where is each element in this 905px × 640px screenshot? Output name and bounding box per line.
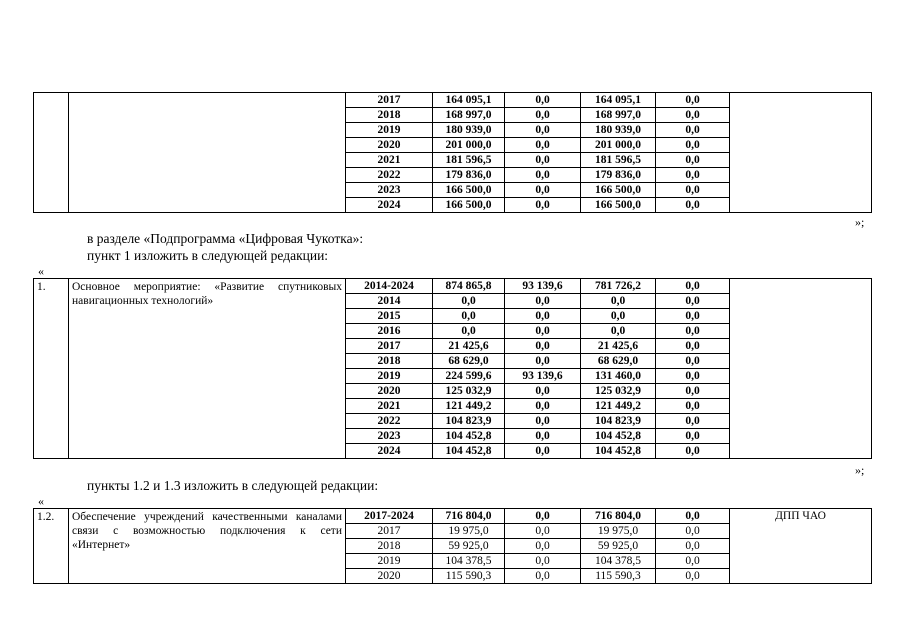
period-cell: 2017 bbox=[346, 524, 433, 539]
other-sources-cell: 0,0 bbox=[656, 183, 730, 198]
other-sources-cell: 0,0 bbox=[656, 279, 730, 294]
federal-budget-cell: 0,0 bbox=[505, 183, 581, 198]
period-cell: 2021 bbox=[346, 153, 433, 168]
federal-budget-cell: 0,0 bbox=[505, 554, 581, 569]
opening-quote: « bbox=[38, 494, 44, 508]
other-sources-cell: 0,0 bbox=[656, 384, 730, 399]
total-cell: 19 975,0 bbox=[433, 524, 505, 539]
executor-cell bbox=[730, 123, 872, 138]
total-cell: 0,0 bbox=[433, 294, 505, 309]
other-sources-cell: 0,0 bbox=[656, 524, 730, 539]
executor-cell bbox=[730, 324, 872, 339]
other-sources-cell: 0,0 bbox=[656, 168, 730, 183]
other-sources-cell: 0,0 bbox=[656, 309, 730, 324]
period-cell: 2020 bbox=[346, 569, 433, 584]
federal-budget-cell: 0,0 bbox=[505, 93, 581, 108]
total-cell: 179 836,0 bbox=[433, 168, 505, 183]
total-cell: 224 599,6 bbox=[433, 369, 505, 384]
period-cell: 2023 bbox=[346, 429, 433, 444]
district-budget-cell: 180 939,0 bbox=[581, 123, 656, 138]
total-cell: 104 378,5 bbox=[433, 554, 505, 569]
executor-cell bbox=[730, 168, 872, 183]
district-budget-cell: 19 975,0 bbox=[581, 524, 656, 539]
executor-cell bbox=[730, 93, 872, 108]
total-cell: 201 000,0 bbox=[433, 138, 505, 153]
total-cell: 104 823,9 bbox=[433, 414, 505, 429]
period-cell: 2024 bbox=[346, 444, 433, 459]
federal-budget-cell: 93 139,6 bbox=[505, 369, 581, 384]
executor-cell bbox=[730, 183, 872, 198]
section-heading-line: в разделе «Подпрограмма «Цифровая Чукотка»: bbox=[87, 231, 364, 246]
period-cell: 2019 bbox=[346, 123, 433, 138]
table-row bbox=[34, 509, 872, 524]
executor-cell bbox=[730, 153, 872, 168]
federal-budget-cell: 0,0 bbox=[505, 294, 581, 309]
other-sources-cell: 0,0 bbox=[656, 324, 730, 339]
period-cell: 2020 bbox=[346, 138, 433, 153]
total-cell: 716 804,0 bbox=[433, 509, 505, 524]
district-budget-cell: 104 823,9 bbox=[581, 414, 656, 429]
executor-cell bbox=[730, 414, 872, 429]
executor-cell bbox=[730, 279, 872, 294]
total-cell: 0,0 bbox=[433, 309, 505, 324]
federal-budget-cell: 0,0 bbox=[505, 153, 581, 168]
total-cell: 168 997,0 bbox=[433, 108, 505, 123]
period-cell: 2022 bbox=[346, 414, 433, 429]
activity-description: Обеспечение учреждений качественными каналами связи с возможностью подключения к сети «Интернет» bbox=[69, 509, 346, 584]
period-cell: 2017 bbox=[346, 339, 433, 354]
total-cell: 0,0 bbox=[433, 324, 505, 339]
other-sources-cell: 0,0 bbox=[656, 354, 730, 369]
executor-cell bbox=[730, 399, 872, 414]
closing-quote: »; bbox=[855, 215, 865, 229]
federal-budget-cell: 0,0 bbox=[505, 324, 581, 339]
district-budget-cell: 166 500,0 bbox=[581, 198, 656, 213]
federal-budget-cell: 93 139,6 bbox=[505, 279, 581, 294]
other-sources-cell: 0,0 bbox=[656, 554, 730, 569]
federal-budget-cell: 0,0 bbox=[505, 354, 581, 369]
federal-budget-cell: 0,0 bbox=[505, 414, 581, 429]
executor-cell bbox=[730, 138, 872, 153]
executor-cell bbox=[730, 294, 872, 309]
period-cell: 2019 bbox=[346, 369, 433, 384]
district-budget-cell: 0,0 bbox=[581, 294, 656, 309]
budget-table-main-activity bbox=[33, 278, 872, 459]
district-budget-cell: 68 629,0 bbox=[581, 354, 656, 369]
district-budget-cell: 59 925,0 bbox=[581, 539, 656, 554]
budget-table-item-1-2 bbox=[33, 508, 872, 584]
closing-quote: »; bbox=[855, 463, 865, 477]
executor-cell bbox=[730, 339, 872, 354]
federal-budget-cell: 0,0 bbox=[505, 138, 581, 153]
district-budget-cell: 181 596,5 bbox=[581, 153, 656, 168]
executor-cell: ДПП ЧАО bbox=[730, 509, 872, 524]
federal-budget-cell: 0,0 bbox=[505, 399, 581, 414]
federal-budget-cell: 0,0 bbox=[505, 539, 581, 554]
executor-cell bbox=[730, 384, 872, 399]
executor-cell bbox=[730, 354, 872, 369]
instruction-line: пункты 1.2 и 1.3 изложить в следующей редакции: bbox=[87, 478, 379, 493]
total-cell: 166 500,0 bbox=[433, 198, 505, 213]
total-cell: 21 425,6 bbox=[433, 339, 505, 354]
district-budget-cell: 166 500,0 bbox=[581, 183, 656, 198]
period-cell: 2018 bbox=[346, 354, 433, 369]
total-cell: 125 032,9 bbox=[433, 384, 505, 399]
total-cell: 115 590,3 bbox=[433, 569, 505, 584]
total-cell: 104 452,8 bbox=[433, 429, 505, 444]
period-cell: 2020 bbox=[346, 384, 433, 399]
total-cell: 180 939,0 bbox=[433, 123, 505, 138]
other-sources-cell: 0,0 bbox=[656, 539, 730, 554]
table-row bbox=[34, 93, 872, 108]
period-cell: 2023 bbox=[346, 183, 433, 198]
executor-cell bbox=[730, 569, 872, 584]
federal-budget-cell: 0,0 bbox=[505, 108, 581, 123]
total-cell: 181 596,5 bbox=[433, 153, 505, 168]
district-budget-cell: 131 460,0 bbox=[581, 369, 656, 384]
total-cell: 874 865,8 bbox=[433, 279, 505, 294]
district-budget-cell: 0,0 bbox=[581, 324, 656, 339]
period-cell: 2018 bbox=[346, 539, 433, 554]
period-cell: 2015 bbox=[346, 309, 433, 324]
district-budget-cell: 104 452,8 bbox=[581, 429, 656, 444]
federal-budget-cell: 0,0 bbox=[505, 384, 581, 399]
other-sources-cell: 0,0 bbox=[656, 93, 730, 108]
period-cell: 2019 bbox=[346, 554, 433, 569]
total-cell: 121 449,2 bbox=[433, 399, 505, 414]
other-sources-cell: 0,0 bbox=[656, 339, 730, 354]
other-sources-cell: 0,0 bbox=[656, 444, 730, 459]
period-cell: 2021 bbox=[346, 399, 433, 414]
other-sources-cell: 0,0 bbox=[656, 429, 730, 444]
total-cell: 166 500,0 bbox=[433, 183, 505, 198]
activity-description: Основное мероприятие: «Развитие спутниковых навигационных технологий» bbox=[69, 279, 346, 459]
federal-budget-cell: 0,0 bbox=[505, 339, 581, 354]
other-sources-cell: 0,0 bbox=[656, 509, 730, 524]
executor-cell bbox=[730, 429, 872, 444]
federal-budget-cell: 0,0 bbox=[505, 569, 581, 584]
district-budget-cell: 201 000,0 bbox=[581, 138, 656, 153]
executor-cell bbox=[730, 554, 872, 569]
row-number: 1. bbox=[34, 279, 69, 459]
instruction-line: пункт 1 изложить в следующей редакции: bbox=[87, 248, 329, 263]
district-budget-cell: 716 804,0 bbox=[581, 509, 656, 524]
executor-cell bbox=[730, 369, 872, 384]
federal-budget-cell: 0,0 bbox=[505, 309, 581, 324]
federal-budget-cell: 0,0 bbox=[505, 198, 581, 213]
other-sources-cell: 0,0 bbox=[656, 569, 730, 584]
total-cell: 104 452,8 bbox=[433, 444, 505, 459]
district-budget-cell: 121 449,2 bbox=[581, 399, 656, 414]
period-cell: 2017 bbox=[346, 93, 433, 108]
other-sources-cell: 0,0 bbox=[656, 294, 730, 309]
district-budget-cell: 781 726,2 bbox=[581, 279, 656, 294]
district-budget-cell: 21 425,6 bbox=[581, 339, 656, 354]
other-sources-cell: 0,0 bbox=[656, 369, 730, 384]
federal-budget-cell: 0,0 bbox=[505, 444, 581, 459]
row-number: 1.2. bbox=[34, 509, 69, 584]
period-cell: 2017-2024 bbox=[346, 509, 433, 524]
executor-cell bbox=[730, 444, 872, 459]
other-sources-cell: 0,0 bbox=[656, 138, 730, 153]
activity-description bbox=[69, 93, 346, 213]
district-budget-cell: 104 452,8 bbox=[581, 444, 656, 459]
total-cell: 59 925,0 bbox=[433, 539, 505, 554]
other-sources-cell: 0,0 bbox=[656, 399, 730, 414]
period-cell: 2014 bbox=[346, 294, 433, 309]
other-sources-cell: 0,0 bbox=[656, 108, 730, 123]
period-cell: 2018 bbox=[346, 108, 433, 123]
row-number bbox=[34, 93, 69, 213]
federal-budget-cell: 0,0 bbox=[505, 123, 581, 138]
total-cell: 68 629,0 bbox=[433, 354, 505, 369]
executor-cell bbox=[730, 198, 872, 213]
district-budget-cell: 104 378,5 bbox=[581, 554, 656, 569]
period-cell: 2022 bbox=[346, 168, 433, 183]
federal-budget-cell: 0,0 bbox=[505, 509, 581, 524]
other-sources-cell: 0,0 bbox=[656, 153, 730, 168]
federal-budget-cell: 0,0 bbox=[505, 429, 581, 444]
federal-budget-cell: 0,0 bbox=[505, 524, 581, 539]
total-cell: 164 095,1 bbox=[433, 93, 505, 108]
district-budget-cell: 179 836,0 bbox=[581, 168, 656, 183]
other-sources-cell: 0,0 bbox=[656, 414, 730, 429]
district-budget-cell: 0,0 bbox=[581, 309, 656, 324]
district-budget-cell: 164 095,1 bbox=[581, 93, 656, 108]
period-cell: 2014-2024 bbox=[346, 279, 433, 294]
other-sources-cell: 0,0 bbox=[656, 198, 730, 213]
district-budget-cell: 125 032,9 bbox=[581, 384, 656, 399]
opening-quote: « bbox=[38, 264, 44, 278]
executor-cell bbox=[730, 108, 872, 123]
period-cell: 2016 bbox=[346, 324, 433, 339]
executor-cell bbox=[730, 524, 872, 539]
period-cell: 2024 bbox=[346, 198, 433, 213]
executor-cell bbox=[730, 539, 872, 554]
executor-cell bbox=[730, 309, 872, 324]
budget-table-top bbox=[33, 92, 872, 213]
federal-budget-cell: 0,0 bbox=[505, 168, 581, 183]
table-row bbox=[34, 279, 872, 294]
district-budget-cell: 168 997,0 bbox=[581, 108, 656, 123]
district-budget-cell: 115 590,3 bbox=[581, 569, 656, 584]
other-sources-cell: 0,0 bbox=[656, 123, 730, 138]
